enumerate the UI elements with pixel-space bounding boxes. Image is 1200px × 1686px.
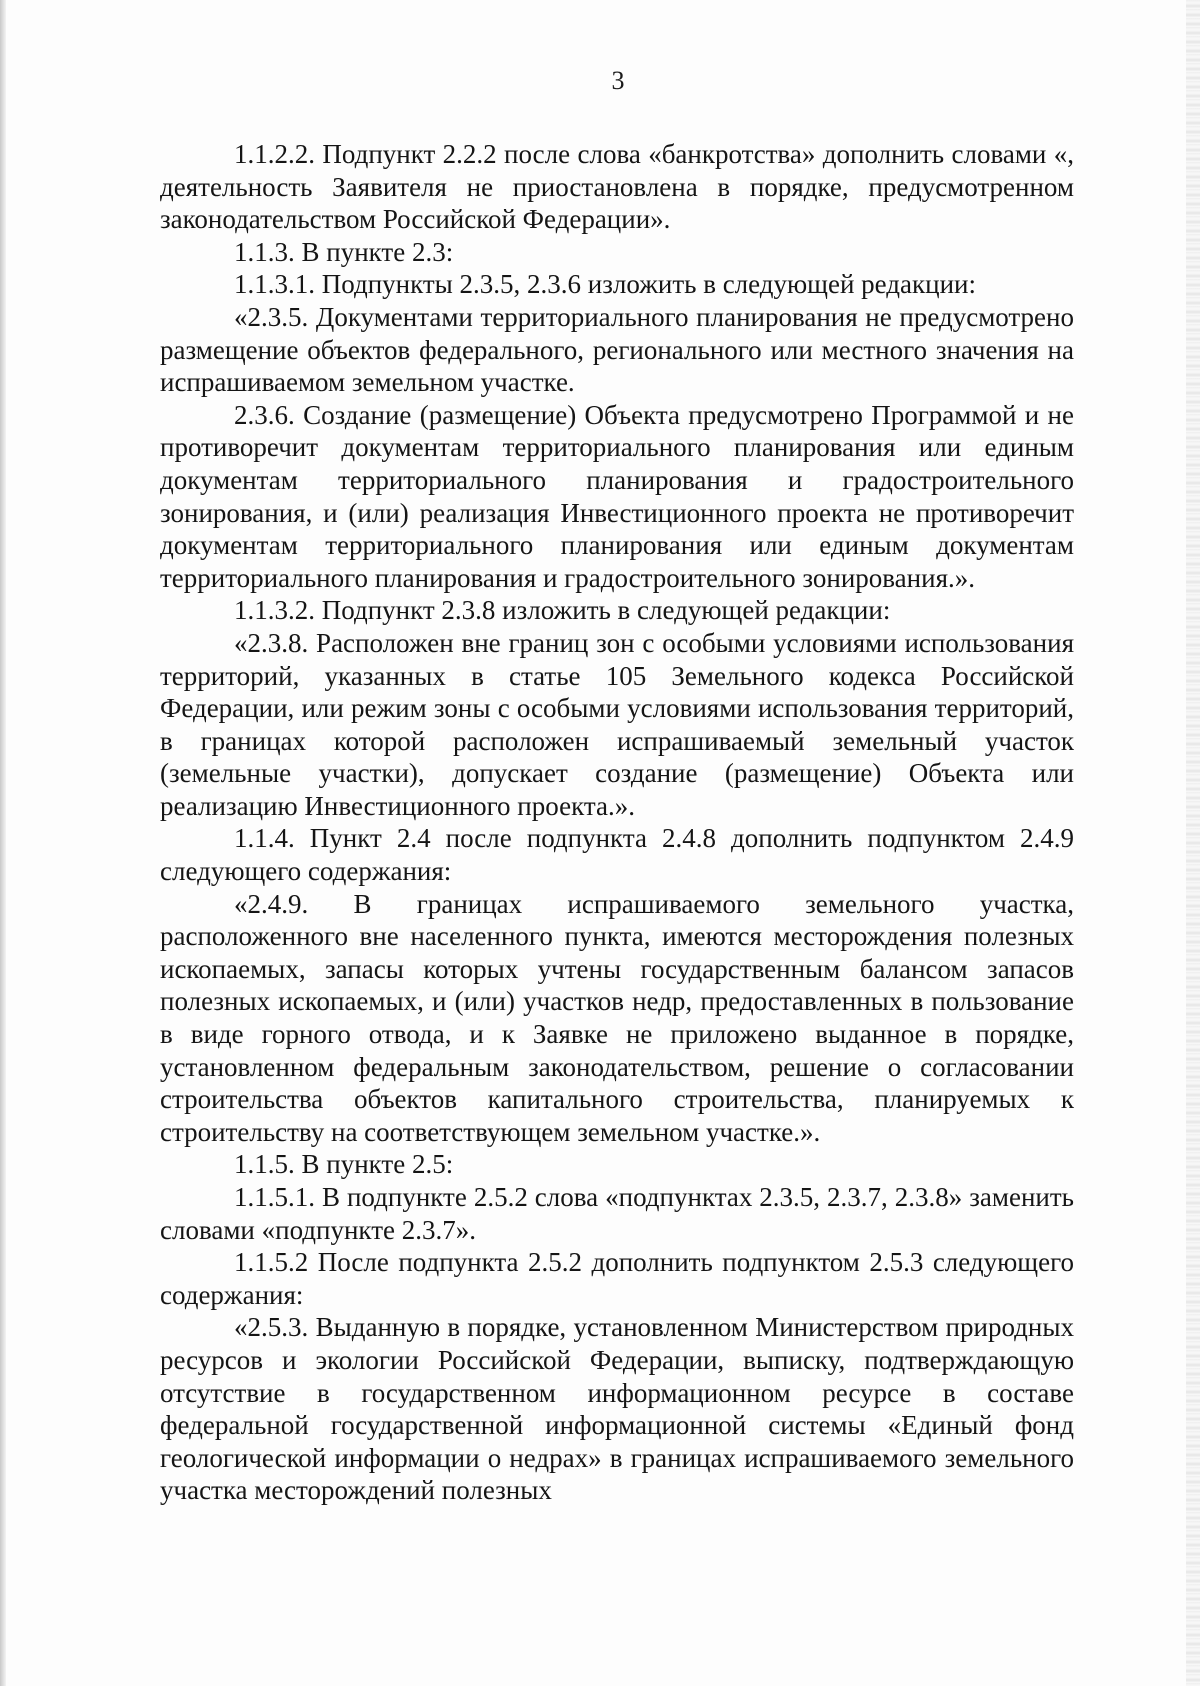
paragraph-2-3-6: 2.3.6. Создание (размещение) Объекта предусмотрено Программой и не противоречит документам территориального планирования или единым документам территориального планирования и градостроительного зонирования, и (или) реализация Инвестиционного проекта не противоречит документам территориального планирования или единым документам территориального планирования и градостроительного зонирования.». xyxy=(160,399,1074,593)
paragraph-1-1-5-2: 1.1.5.2 После подпункта 2.5.2 дополнить подпунктом 2.5.3 следующего содержания: xyxy=(160,1247,1074,1310)
paragraph-2-3-5: «2.3.5. Документами территориального планирования не предусмотрено размещение объектов федерального, регионального или местного значения на испрашиваемом земельном участке. xyxy=(160,301,1074,398)
paragraph-1-1-3: 1.1.3. В пункте 2.3: xyxy=(234,236,454,267)
document-body xyxy=(160,138,1074,1507)
paragraph-2-3-8: «2.3.8. Расположен вне границ зон с особыми условиями использования территорий, указанных в статье 105 Земельного кодекса Российской Федерации, или режим зоны с особыми условиями использования территорий, в границах которой расположен испрашиваемый земельный участок (земельные участки), допускает создание (размещение) Объекта или реализацию Инвестиционного проекта.». xyxy=(160,627,1074,821)
paragraph-1-1-3-2: 1.1.3.2. Подпункт 2.3.8 изложить в следующей редакции: xyxy=(234,595,891,626)
paragraph-1-1-5: 1.1.5. В пункте 2.5: xyxy=(234,1149,454,1180)
paragraph-1-1-3-1: 1.1.3.1. Подпункты 2.3.5, 2.3.6 изложить в следующей редакции: xyxy=(234,269,976,300)
scan-edge-right xyxy=(1186,0,1200,1686)
paragraph-2-5-3: «2.5.3. Выданную в порядке, установленном Министерством природных ресурсов и экологии Российской Федерации, выписку, подтверждающую отсутствие в государственном информационном ресурсе в составе федеральной государственной информационной системы «Единый фонд геологической информации о недрах» в границах испрашиваемого земельного участка месторождений полезных xyxy=(160,1312,1074,1506)
scan-edge-left xyxy=(0,0,6,1686)
page-number: 3 xyxy=(611,66,625,95)
paragraph-1-1-2-2: 1.1.2.2. Подпункт 2.2.2 после слова «банкротства» дополнить словами «, деятельность Заявителя не приостановлена в порядке, предусмотренном законодательством Российской Федерации». xyxy=(160,139,1074,235)
paragraph-2-4-9: «2.4.9. В границах испрашиваемого земельного участка, расположенного вне населенного пункта, имеются месторождения полезных ископаемых, запасы которых учтены государственным балансом запасов полезных ископаемых, и (или) участков недр, предоставленных в пользование в виде горного отвода, и к Заявке не приложено выданное в порядке, установленном федеральным законодательством, решение о согласовании строительства объектов капитального строительства, планируемых к строительству на соответствующем земельном участке.». xyxy=(160,888,1074,1147)
paragraph-1-1-5-1: 1.1.5.1. В подпункте 2.5.2 слова «подпунктах 2.3.5, 2.3.7, 2.3.8» заменить словами «подпункте 2.3.7». xyxy=(160,1182,1074,1245)
paragraph-1-1-4: 1.1.4. Пункт 2.4 после подпункта 2.4.8 дополнить подпунктом 2.4.9 следующего содержания: xyxy=(160,823,1074,887)
